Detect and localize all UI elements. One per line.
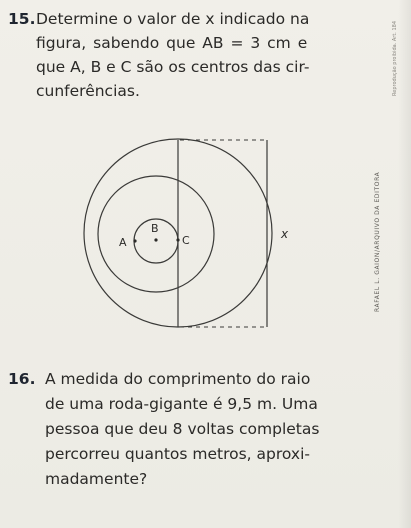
- problem-16-line-3: pessoa que deu 8 voltas completas: [45, 420, 320, 438]
- problem-15-line-1: Determine o valor de x indicado na: [36, 10, 310, 28]
- point-c: [176, 238, 179, 241]
- point-a: [133, 239, 136, 242]
- label-a: A: [119, 236, 127, 249]
- problem-16-line-5: madamente?: [45, 470, 148, 488]
- problem-16-line-1: A medida do comprimento do raio: [45, 370, 311, 388]
- problem-15-line-2: figura, sabendo que AB = 3 cm e: [36, 34, 308, 52]
- problem-16-line-4: percorreu quantos metros, aproxi-: [45, 445, 310, 463]
- label-c: C: [182, 234, 190, 247]
- reproduction-notice: Reprodução proibida. Art. 184: [392, 20, 398, 96]
- problem-16-number: 16.: [8, 370, 36, 388]
- problem-15-line-3: que A, B e C são os centros das cir-: [36, 58, 310, 76]
- problem-16-line-2: de uma roda-gigante é 9,5 m. Uma: [45, 395, 318, 413]
- problem-15-line-4: cunferências.: [36, 82, 140, 100]
- label-x: x: [281, 227, 289, 241]
- label-b: B: [151, 222, 159, 235]
- illustration-credit: RAFAEL L. GAION/ARQUIVO DA EDITORA: [374, 171, 381, 312]
- point-b: [154, 238, 157, 241]
- problem-15-number: 15.: [8, 10, 36, 28]
